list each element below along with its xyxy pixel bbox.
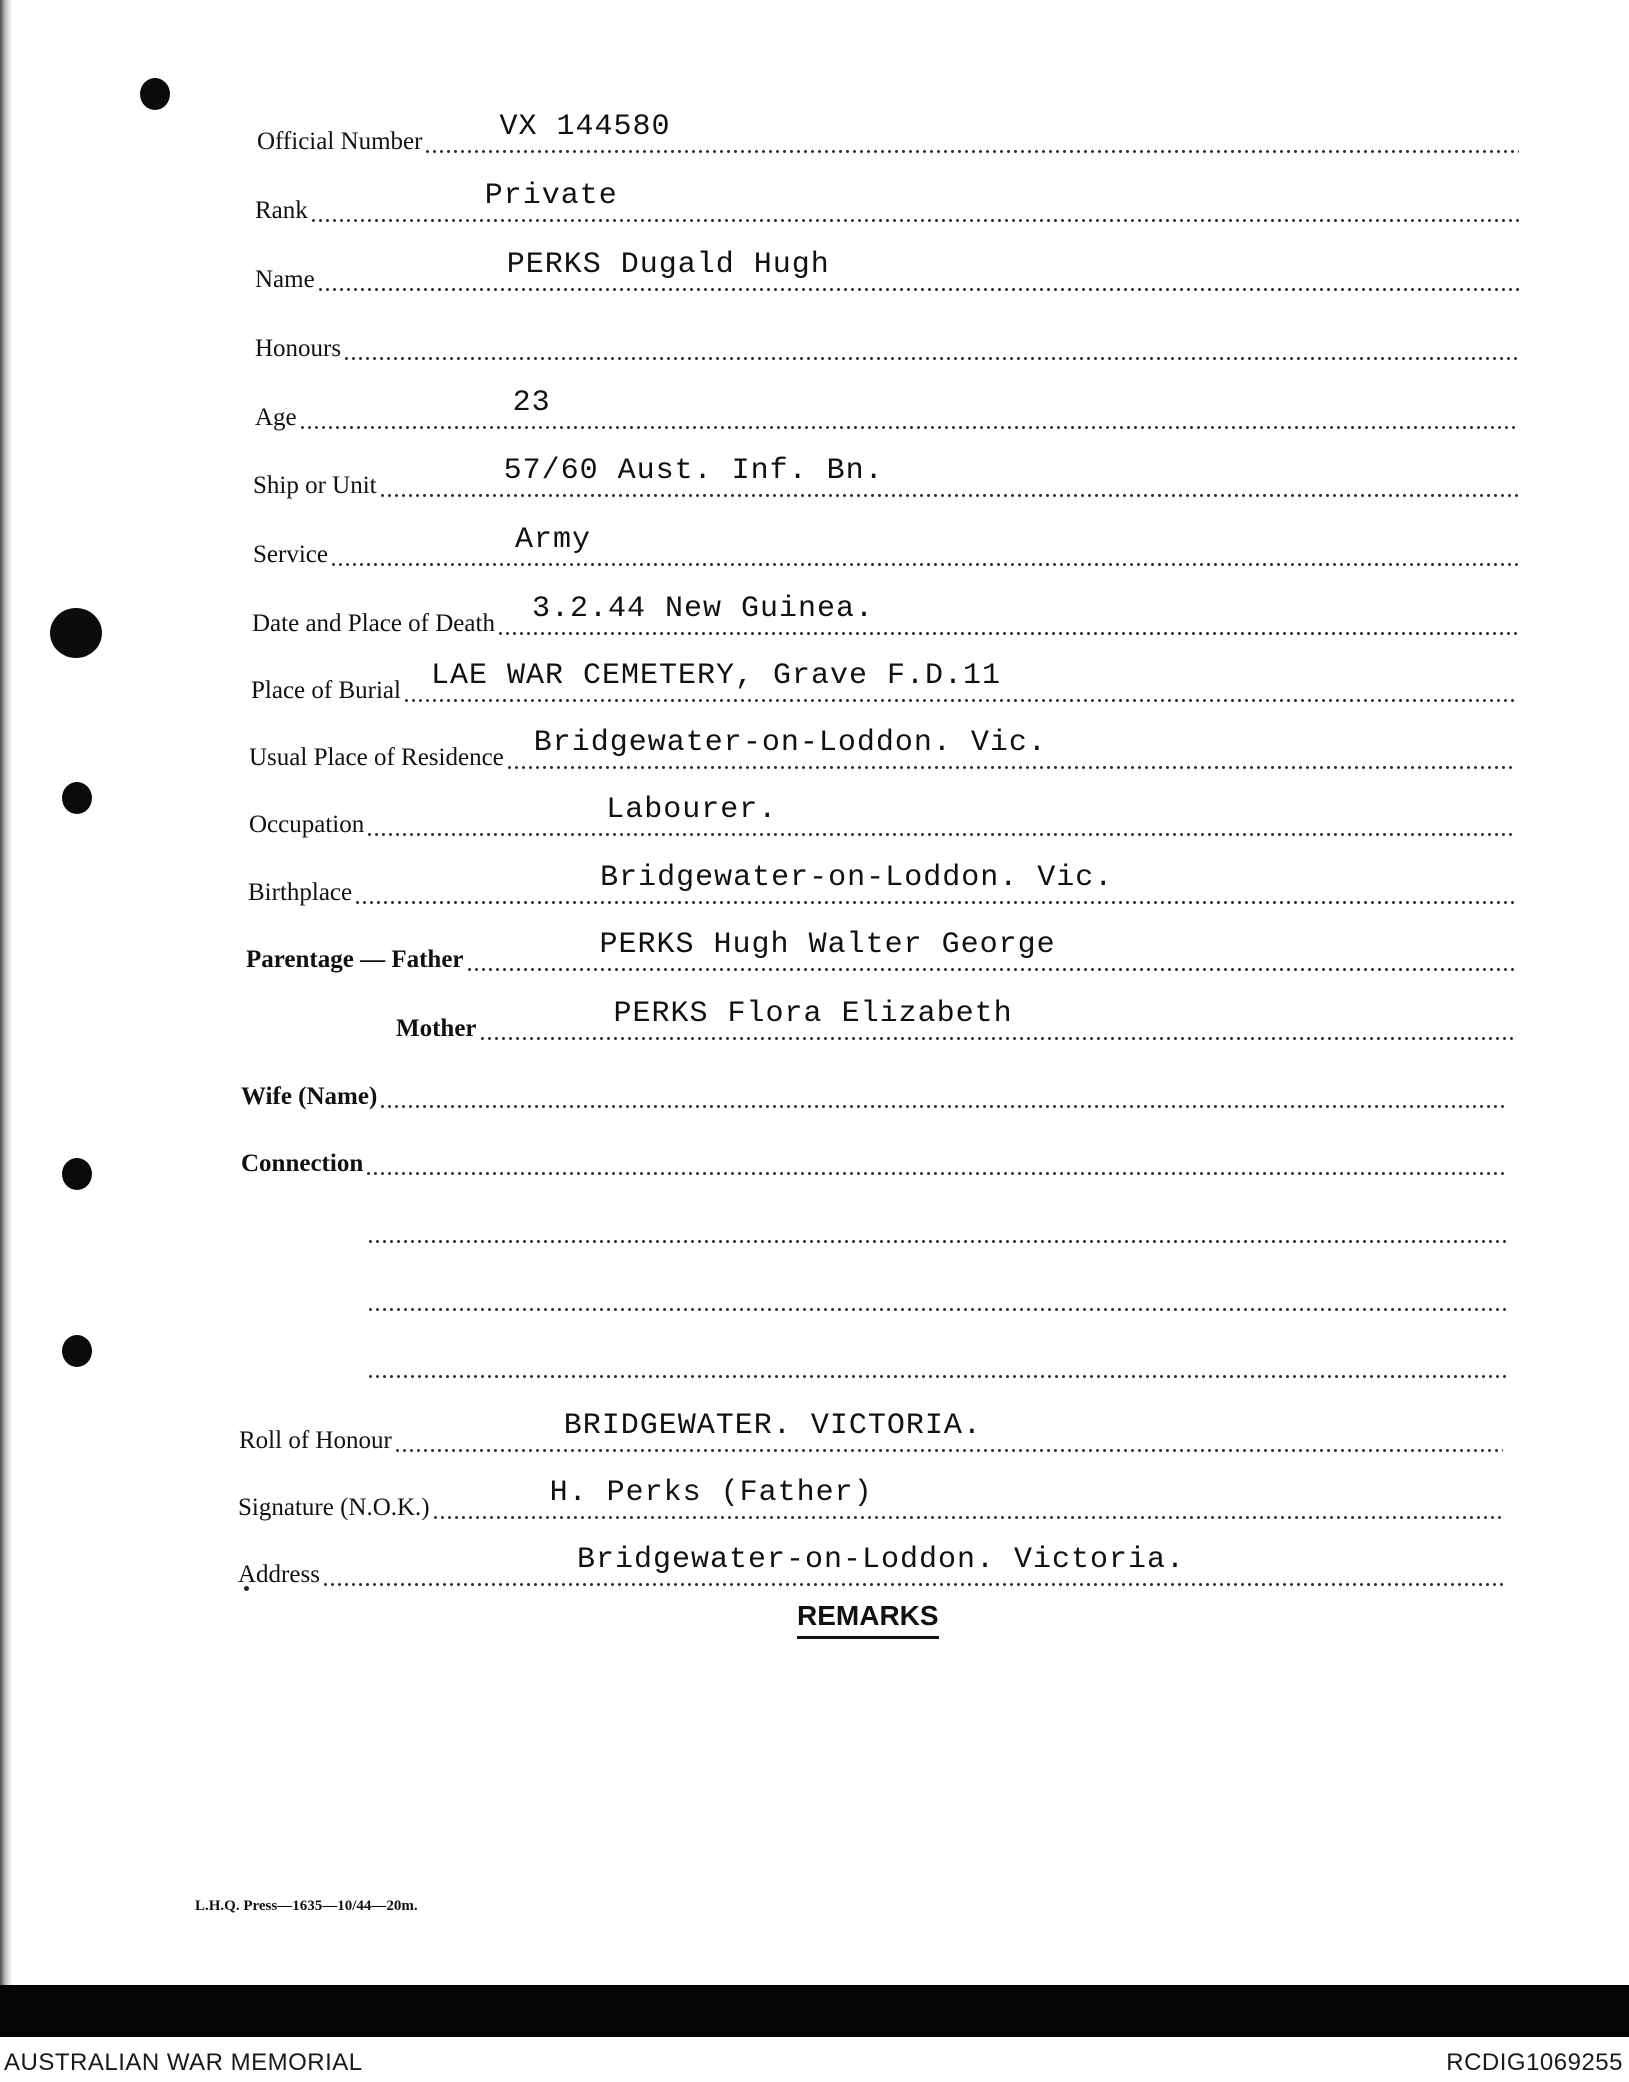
field-service — [253, 519, 1519, 571]
field-dots — [432, 1472, 1503, 1524]
field-label: Rank — [255, 197, 308, 224]
field-official-number — [257, 106, 1519, 158]
field-value: PERKS Hugh Walter George — [599, 928, 1056, 962]
field-label: Ship or Unit — [253, 472, 377, 499]
field-value: Bridgewater-on-Loddon. Vic. — [600, 861, 1114, 895]
field-dots — [479, 993, 1514, 1045]
field-roll-of-honour — [239, 1405, 1503, 1457]
field-dots — [367, 1331, 1506, 1383]
field-name — [255, 244, 1519, 296]
field-value: Bridgewater-on-Loddon. Vic. — [533, 726, 1047, 760]
field-occupation — [249, 789, 1515, 841]
field-label: Birthplace — [248, 879, 353, 906]
field-label: Signature (N.O.K.) — [238, 1494, 430, 1521]
field-dots — [310, 175, 1519, 227]
footer-archive-name: AUSTRALIAN WAR MEMORIAL — [4, 2049, 363, 2076]
press-mark: L.H.Q. Press—1635—10/44—20m. — [195, 1898, 418, 1914]
remarks-heading: REMARKS — [797, 1600, 939, 1639]
punch-hole — [62, 782, 92, 814]
field-dots — [317, 244, 1519, 296]
field-label: Occupation — [249, 811, 365, 838]
field-value: 3.2.44 New Guinea. — [531, 592, 875, 626]
field-value: PERKS Flora Elizabeth — [613, 997, 1013, 1031]
connection-line — [365, 1196, 1506, 1248]
field-dots — [366, 789, 1515, 841]
field-label: Service — [253, 541, 328, 568]
field-ship-or-unit — [253, 450, 1519, 502]
field-label: Honours — [255, 335, 342, 362]
field-value: Army — [514, 523, 591, 557]
field-dots — [343, 313, 1519, 365]
punch-hole — [50, 608, 102, 658]
field-dots — [424, 106, 1519, 158]
field-dots — [299, 382, 1519, 434]
punch-hole — [62, 1158, 92, 1190]
field-value: LAE WAR CEMETERY, Grave F.D.11 — [430, 659, 1002, 693]
field-dots — [394, 1405, 1503, 1457]
field-rank — [255, 175, 1519, 227]
field-value: 57/60 Aust. Inf. Bn. — [503, 454, 884, 488]
field-dots — [506, 722, 1515, 774]
field-wife-name — [241, 1061, 1506, 1113]
field-label: Name — [255, 266, 315, 293]
field-label: Wife (Name) — [241, 1083, 378, 1110]
field-connection — [241, 1128, 1506, 1180]
field-dots — [466, 924, 1514, 976]
field-label: Mother — [396, 1015, 477, 1042]
field-age — [255, 382, 1519, 434]
field-label: Address — [238, 1561, 320, 1588]
field-value: Bridgewater-on-Loddon. Victoria. — [576, 1543, 1186, 1577]
field-label: Roll of Honour — [239, 1427, 392, 1454]
connection-line — [365, 1264, 1506, 1316]
field-parentage-father — [246, 924, 1514, 976]
field-dots — [497, 588, 1518, 640]
field-dots — [379, 450, 1519, 502]
field-dots — [365, 1128, 1506, 1180]
field-value: H. Perks (Father) — [549, 1476, 873, 1510]
field-value: PERKS Dugald Hugh — [506, 248, 830, 282]
field-place-of-burial — [251, 655, 1517, 707]
field-date-place-of-death — [252, 588, 1518, 640]
scan-edge — [0, 0, 12, 1985]
punch-hole — [140, 78, 170, 110]
field-signature-nok — [238, 1472, 1503, 1524]
scan-bottom-band — [0, 1985, 1629, 2037]
field-label: Official Number — [257, 128, 423, 155]
field-label: Parentage — Father — [246, 946, 464, 973]
field-usual-residence — [249, 722, 1515, 774]
field-dots — [322, 1539, 1503, 1591]
field-label: Date and Place of Death — [252, 610, 495, 637]
punch-hole — [62, 1335, 92, 1367]
field-label: Connection — [241, 1150, 364, 1177]
field-dots — [379, 1061, 1506, 1113]
field-dots — [403, 655, 1517, 707]
connection-line — [365, 1331, 1506, 1383]
footer-record-id: RCDIG1069255 — [1446, 2049, 1623, 2076]
field-value: Private — [484, 179, 618, 213]
field-label: Age — [255, 404, 297, 431]
field-label: Place of Burial — [251, 677, 401, 704]
field-value: BRIDGEWATER. VICTORIA. — [563, 1409, 982, 1443]
field-birthplace — [248, 857, 1514, 909]
field-dots — [367, 1264, 1506, 1316]
field-honours — [255, 313, 1519, 365]
field-dots — [354, 857, 1514, 909]
field-label: Usual Place of Residence — [249, 744, 504, 771]
field-address — [238, 1539, 1503, 1591]
field-dots — [367, 1196, 1506, 1248]
field-value: 23 — [512, 386, 551, 420]
field-value: VX 144580 — [499, 110, 671, 144]
field-value: Labourer. — [606, 793, 778, 827]
field-parentage-mother — [396, 993, 1514, 1045]
field-dots — [330, 519, 1519, 571]
